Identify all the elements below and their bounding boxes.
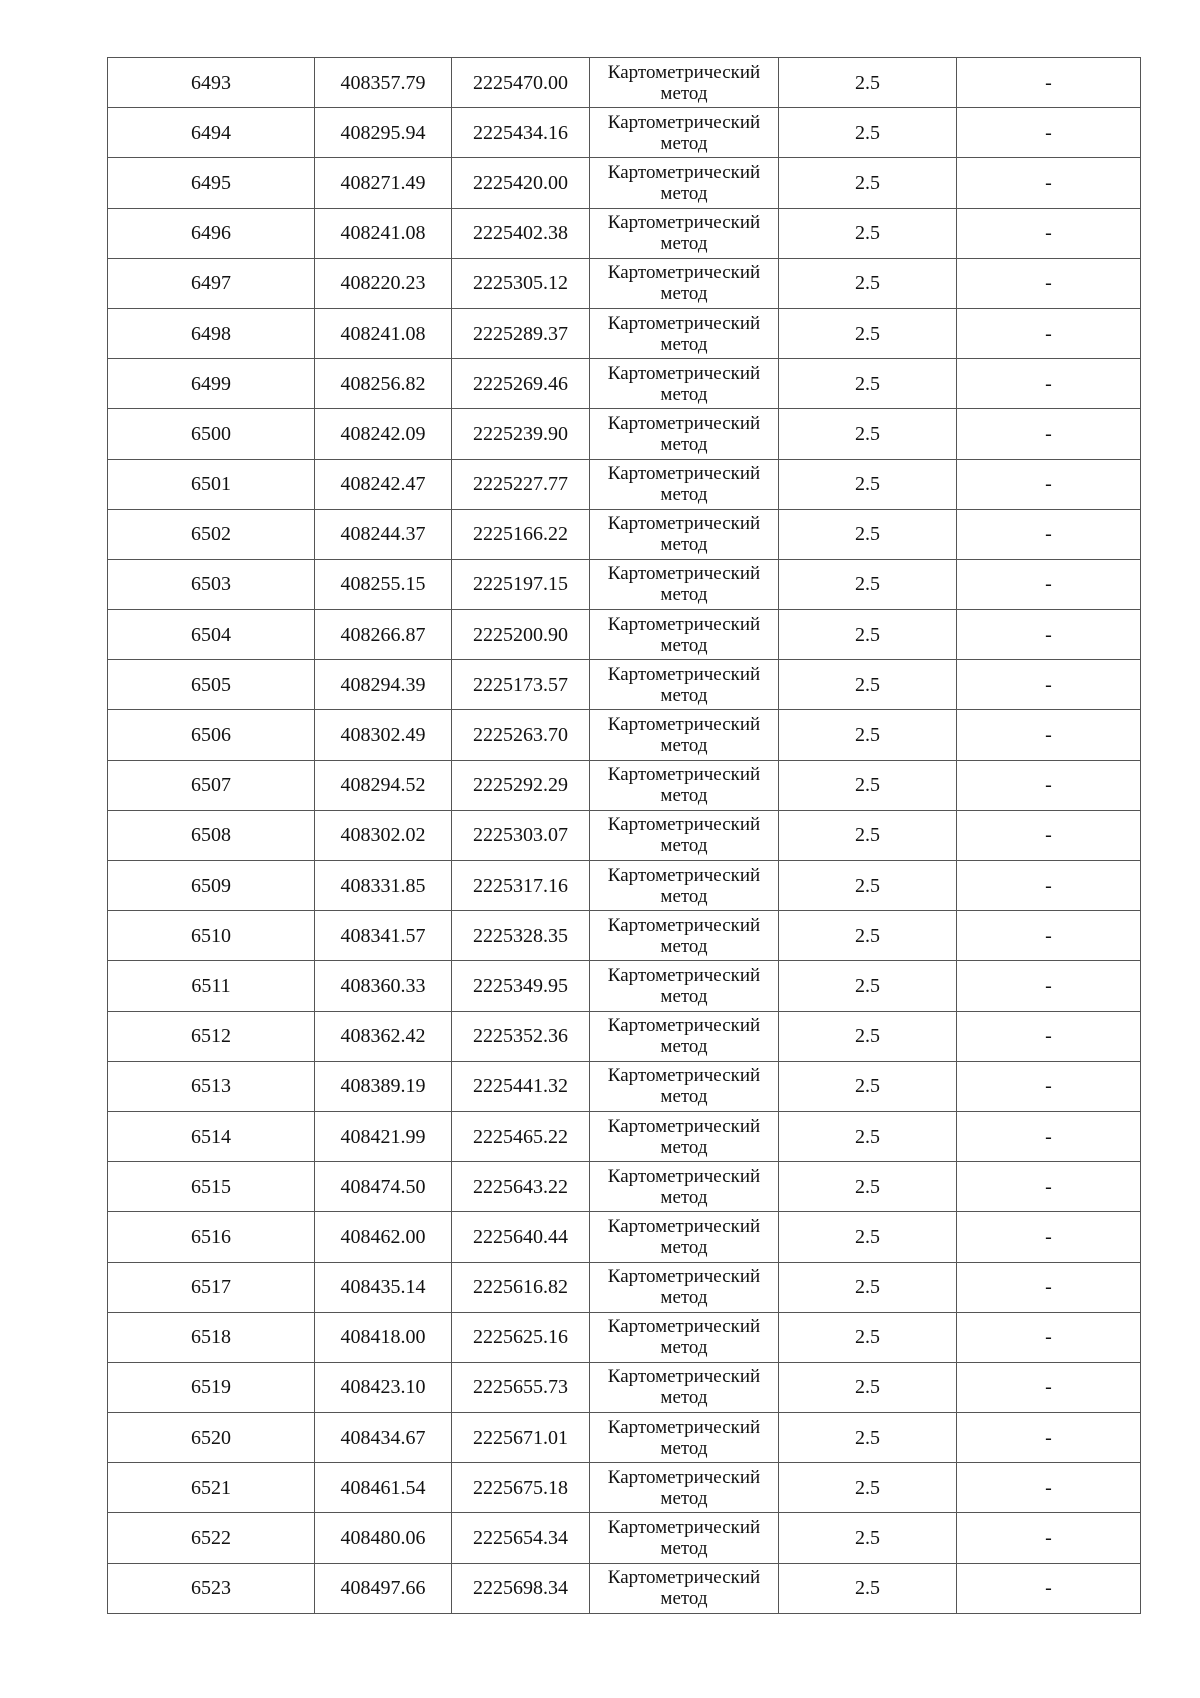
accuracy-cell: 2.5: [779, 810, 957, 860]
method-line-1: Картометрический: [607, 1517, 761, 1539]
x-coordinate-cell: 408241.08: [315, 208, 452, 258]
accuracy-cell: 2.5: [779, 911, 957, 961]
accuracy-cell: 2.5: [779, 459, 957, 509]
point-number-cell: 6513: [108, 1061, 315, 1111]
accuracy-cell: 2.5: [779, 760, 957, 810]
note-cell: -: [957, 961, 1141, 1011]
method-line-1: Картометрический: [607, 262, 761, 284]
method-cell: [590, 660, 779, 710]
x-coordinate-cell: 408461.54: [315, 1463, 452, 1513]
method-line-1: Картометрический: [607, 613, 761, 635]
x-coordinate-cell: 408418.00: [315, 1312, 452, 1362]
accuracy-cell: 2.5: [779, 208, 957, 258]
accuracy-cell: 2.5: [779, 861, 957, 911]
x-coordinate-cell: 408389.19: [315, 1061, 452, 1111]
table-row: [108, 409, 1141, 459]
note-cell: -: [957, 58, 1141, 108]
note-cell: -: [957, 1463, 1141, 1513]
point-number-cell: 6499: [108, 359, 315, 409]
table-row: [108, 1563, 1141, 1613]
accuracy-cell: 2.5: [779, 409, 957, 459]
y-coordinate-cell: 2225441.32: [452, 1061, 590, 1111]
method-line-2: метод: [660, 82, 708, 104]
method-cell: [590, 359, 779, 409]
method-cell: [590, 1312, 779, 1362]
y-coordinate-cell: 2225643.22: [452, 1162, 590, 1212]
x-coordinate-cell: 408423.10: [315, 1362, 452, 1412]
table-row: [108, 861, 1141, 911]
method-line-2: метод: [660, 1437, 708, 1459]
method-line-1: Картометрический: [607, 61, 761, 83]
y-coordinate-cell: 2225616.82: [452, 1262, 590, 1312]
y-coordinate-cell: 2225200.90: [452, 610, 590, 660]
method-line-1: Картометрический: [607, 914, 761, 936]
point-number-cell: 6501: [108, 459, 315, 509]
x-coordinate-cell: 408242.09: [315, 409, 452, 459]
method-line-2: метод: [660, 1186, 708, 1208]
table-row: [108, 810, 1141, 860]
point-number-cell: 6497: [108, 258, 315, 308]
accuracy-cell: 2.5: [779, 1111, 957, 1161]
method-cell: [590, 1463, 779, 1513]
table-row: [108, 760, 1141, 810]
note-cell: -: [957, 1362, 1141, 1412]
method-line-2: метод: [660, 1136, 708, 1158]
method-cell: [590, 258, 779, 308]
method-line-2: метод: [660, 1086, 708, 1108]
method-line-2: метод: [660, 283, 708, 305]
accuracy-cell: 2.5: [779, 710, 957, 760]
note-cell: -: [957, 208, 1141, 258]
note-cell: -: [957, 760, 1141, 810]
method-line-2: метод: [660, 1287, 708, 1309]
x-coordinate-cell: 408360.33: [315, 961, 452, 1011]
y-coordinate-cell: 2225640.44: [452, 1212, 590, 1262]
note-cell: -: [957, 308, 1141, 358]
method-line-1: Картометрический: [607, 1466, 761, 1488]
table-row: [108, 509, 1141, 559]
table-row: [108, 1463, 1141, 1513]
table-row: [108, 1011, 1141, 1061]
accuracy-cell: 2.5: [779, 58, 957, 108]
accuracy-cell: 2.5: [779, 610, 957, 660]
note-cell: -: [957, 861, 1141, 911]
point-number-cell: 6504: [108, 610, 315, 660]
table-row: [108, 1111, 1141, 1161]
point-number-cell: 6518: [108, 1312, 315, 1362]
accuracy-cell: 2.5: [779, 559, 957, 609]
method-line-2: метод: [660, 885, 708, 907]
x-coordinate-cell: 408435.14: [315, 1262, 452, 1312]
method-line-2: метод: [660, 1538, 708, 1560]
method-cell: [590, 1061, 779, 1111]
x-coordinate-cell: 408331.85: [315, 861, 452, 911]
method-line-1: Картометрический: [607, 212, 761, 234]
accuracy-cell: 2.5: [779, 1563, 957, 1613]
y-coordinate-cell: 2225349.95: [452, 961, 590, 1011]
method-cell: [590, 1162, 779, 1212]
method-line-2: метод: [660, 1487, 708, 1509]
point-number-cell: 6496: [108, 208, 315, 258]
y-coordinate-cell: 2225328.35: [452, 911, 590, 961]
y-coordinate-cell: 2225317.16: [452, 861, 590, 911]
note-cell: -: [957, 710, 1141, 760]
method-line-2: метод: [660, 433, 708, 455]
method-cell: [590, 1212, 779, 1262]
note-cell: -: [957, 359, 1141, 409]
method-line-1: Картометрический: [607, 1316, 761, 1338]
y-coordinate-cell: 2225420.00: [452, 158, 590, 208]
table-row: [108, 911, 1141, 961]
note-cell: -: [957, 1011, 1141, 1061]
accuracy-cell: 2.5: [779, 258, 957, 308]
accuracy-cell: 2.5: [779, 158, 957, 208]
y-coordinate-cell: 2225671.01: [452, 1413, 590, 1463]
method-line-1: Картометрический: [607, 312, 761, 334]
point-number-cell: 6510: [108, 911, 315, 961]
note-cell: -: [957, 409, 1141, 459]
method-line-1: Картометрический: [607, 563, 761, 585]
y-coordinate-cell: 2225289.37: [452, 308, 590, 358]
method-line-1: Картометрический: [607, 1366, 761, 1388]
y-coordinate-cell: 2225263.70: [452, 710, 590, 760]
x-coordinate-cell: 408341.57: [315, 911, 452, 961]
note-cell: -: [957, 1111, 1141, 1161]
method-cell: [590, 559, 779, 609]
y-coordinate-cell: 2225434.16: [452, 108, 590, 158]
point-number-cell: 6506: [108, 710, 315, 760]
y-coordinate-cell: 2225675.18: [452, 1463, 590, 1513]
y-coordinate-cell: 2225269.46: [452, 359, 590, 409]
x-coordinate-cell: 408242.47: [315, 459, 452, 509]
table-row: [108, 158, 1141, 208]
table-row: [108, 1212, 1141, 1262]
table-row: [108, 1162, 1141, 1212]
method-cell: [590, 961, 779, 1011]
note-cell: -: [957, 1312, 1141, 1362]
y-coordinate-cell: 2225303.07: [452, 810, 590, 860]
method-cell: [590, 58, 779, 108]
method-line-1: Картометрический: [607, 161, 761, 183]
method-cell: [590, 1111, 779, 1161]
x-coordinate-cell: 408497.66: [315, 1563, 452, 1613]
point-number-cell: 6516: [108, 1212, 315, 1262]
accuracy-cell: 2.5: [779, 1413, 957, 1463]
method-line-2: метод: [660, 383, 708, 405]
table-row: [108, 710, 1141, 760]
accuracy-cell: 2.5: [779, 660, 957, 710]
note-cell: -: [957, 810, 1141, 860]
method-line-2: метод: [660, 1588, 708, 1610]
x-coordinate-cell: 408434.67: [315, 1413, 452, 1463]
y-coordinate-cell: 2225465.22: [452, 1111, 590, 1161]
table-row: [108, 1312, 1141, 1362]
table-row: [108, 1362, 1141, 1412]
y-coordinate-cell: 2225654.34: [452, 1513, 590, 1563]
method-line-2: метод: [660, 985, 708, 1007]
accuracy-cell: 2.5: [779, 961, 957, 1011]
method-line-1: Картометрический: [607, 412, 761, 434]
accuracy-cell: 2.5: [779, 509, 957, 559]
y-coordinate-cell: 2225239.90: [452, 409, 590, 459]
method-line-2: метод: [660, 935, 708, 957]
point-number-cell: 6503: [108, 559, 315, 609]
x-coordinate-cell: 408474.50: [315, 1162, 452, 1212]
y-coordinate-cell: 2225197.15: [452, 559, 590, 609]
method-line-2: метод: [660, 835, 708, 857]
table-row: [108, 961, 1141, 1011]
note-cell: -: [957, 610, 1141, 660]
note-cell: -: [957, 509, 1141, 559]
table-row: [108, 1413, 1141, 1463]
method-cell: [590, 108, 779, 158]
table-row: [108, 308, 1141, 358]
method-cell: [590, 158, 779, 208]
method-line-1: Картометрический: [607, 1215, 761, 1237]
note-cell: -: [957, 911, 1141, 961]
x-coordinate-cell: 408294.52: [315, 760, 452, 810]
x-coordinate-cell: 408362.42: [315, 1011, 452, 1061]
method-cell: [590, 208, 779, 258]
point-number-cell: 6500: [108, 409, 315, 459]
y-coordinate-cell: 2225402.38: [452, 208, 590, 258]
point-number-cell: 6521: [108, 1463, 315, 1513]
table-row: [108, 610, 1141, 660]
method-line-1: Картометрический: [607, 714, 761, 736]
method-line-2: метод: [660, 1236, 708, 1258]
method-cell: [590, 710, 779, 760]
accuracy-cell: 2.5: [779, 1061, 957, 1111]
method-cell: [590, 409, 779, 459]
note-cell: -: [957, 1162, 1141, 1212]
y-coordinate-cell: 2225698.34: [452, 1563, 590, 1613]
method-cell: [590, 459, 779, 509]
point-number-cell: 6520: [108, 1413, 315, 1463]
accuracy-cell: 2.5: [779, 308, 957, 358]
method-cell: [590, 1262, 779, 1312]
x-coordinate-cell: 408357.79: [315, 58, 452, 108]
x-coordinate-cell: 408271.49: [315, 158, 452, 208]
method-line-2: метод: [660, 1387, 708, 1409]
method-line-1: Картометрический: [607, 964, 761, 986]
y-coordinate-cell: 2225655.73: [452, 1362, 590, 1412]
note-cell: -: [957, 1563, 1141, 1613]
note-cell: -: [957, 1061, 1141, 1111]
point-number-cell: 6508: [108, 810, 315, 860]
method-line-2: метод: [660, 132, 708, 154]
y-coordinate-cell: 2225166.22: [452, 509, 590, 559]
x-coordinate-cell: 408244.37: [315, 509, 452, 559]
note-cell: -: [957, 1212, 1141, 1262]
method-cell: [590, 1513, 779, 1563]
table-row: [108, 208, 1141, 258]
table-row: [108, 459, 1141, 509]
note-cell: -: [957, 1262, 1141, 1312]
point-number-cell: 6502: [108, 509, 315, 559]
note-cell: -: [957, 660, 1141, 710]
note-cell: -: [957, 258, 1141, 308]
point-number-cell: 6498: [108, 308, 315, 358]
method-line-1: Картометрический: [607, 1015, 761, 1037]
method-line-1: Картометрический: [607, 1165, 761, 1187]
x-coordinate-cell: 408266.87: [315, 610, 452, 660]
x-coordinate-cell: 408241.08: [315, 308, 452, 358]
method-cell: [590, 509, 779, 559]
point-number-cell: 6523: [108, 1563, 315, 1613]
coordinates-table: [107, 57, 1141, 1614]
method-cell: [590, 1563, 779, 1613]
point-number-cell: 6505: [108, 660, 315, 710]
method-line-1: Картометрический: [607, 463, 761, 485]
table-row: [108, 660, 1141, 710]
y-coordinate-cell: 2225227.77: [452, 459, 590, 509]
method-line-1: Картометрический: [607, 1567, 761, 1589]
method-line-1: Картометрический: [607, 1416, 761, 1438]
method-line-1: Картометрический: [607, 1115, 761, 1137]
method-line-1: Картометрический: [607, 362, 761, 384]
point-number-cell: 6494: [108, 108, 315, 158]
table-row: [108, 1061, 1141, 1111]
x-coordinate-cell: 408302.02: [315, 810, 452, 860]
method-line-2: метод: [660, 233, 708, 255]
method-line-2: метод: [660, 735, 708, 757]
method-line-1: Картометрический: [607, 513, 761, 535]
point-number-cell: 6522: [108, 1513, 315, 1563]
accuracy-cell: 2.5: [779, 1463, 957, 1513]
note-cell: -: [957, 1413, 1141, 1463]
method-cell: [590, 911, 779, 961]
method-cell: [590, 1011, 779, 1061]
method-line-2: метод: [660, 1036, 708, 1058]
method-line-1: Картометрический: [607, 1266, 761, 1288]
x-coordinate-cell: 408480.06: [315, 1513, 452, 1563]
table-row: [108, 58, 1141, 108]
point-number-cell: 6493: [108, 58, 315, 108]
point-number-cell: 6515: [108, 1162, 315, 1212]
accuracy-cell: 2.5: [779, 359, 957, 409]
point-number-cell: 6517: [108, 1262, 315, 1312]
accuracy-cell: 2.5: [779, 1312, 957, 1362]
method-cell: [590, 760, 779, 810]
method-cell: [590, 1362, 779, 1412]
x-coordinate-cell: 408421.99: [315, 1111, 452, 1161]
method-line-1: Картометрический: [607, 111, 761, 133]
note-cell: -: [957, 158, 1141, 208]
method-line-1: Картометрический: [607, 1065, 761, 1087]
method-line-2: метод: [660, 534, 708, 556]
accuracy-cell: 2.5: [779, 108, 957, 158]
table-body: [108, 58, 1141, 1614]
y-coordinate-cell: 2225305.12: [452, 258, 590, 308]
x-coordinate-cell: 408255.15: [315, 559, 452, 609]
method-line-2: метод: [660, 484, 708, 506]
method-line-2: метод: [660, 684, 708, 706]
method-cell: [590, 861, 779, 911]
x-coordinate-cell: 408256.82: [315, 359, 452, 409]
accuracy-cell: 2.5: [779, 1262, 957, 1312]
note-cell: -: [957, 1513, 1141, 1563]
table-row: [108, 359, 1141, 409]
point-number-cell: 6509: [108, 861, 315, 911]
y-coordinate-cell: 2225470.00: [452, 58, 590, 108]
method-cell: [590, 810, 779, 860]
method-line-1: Картометрический: [607, 814, 761, 836]
method-line-1: Картометрический: [607, 663, 761, 685]
note-cell: -: [957, 459, 1141, 509]
table-row: [108, 108, 1141, 158]
accuracy-cell: 2.5: [779, 1011, 957, 1061]
accuracy-cell: 2.5: [779, 1162, 957, 1212]
y-coordinate-cell: 2225173.57: [452, 660, 590, 710]
x-coordinate-cell: 408462.00: [315, 1212, 452, 1262]
note-cell: -: [957, 108, 1141, 158]
point-number-cell: 6519: [108, 1362, 315, 1412]
y-coordinate-cell: 2225292.29: [452, 760, 590, 810]
x-coordinate-cell: 408294.39: [315, 660, 452, 710]
x-coordinate-cell: 408220.23: [315, 258, 452, 308]
point-number-cell: 6514: [108, 1111, 315, 1161]
method-line-2: метод: [660, 182, 708, 204]
method-line-2: метод: [660, 584, 708, 606]
table-row: [108, 1262, 1141, 1312]
point-number-cell: 6511: [108, 961, 315, 1011]
method-line-2: метод: [660, 333, 708, 355]
note-cell: -: [957, 559, 1141, 609]
method-line-1: Картометрический: [607, 764, 761, 786]
accuracy-cell: 2.5: [779, 1212, 957, 1262]
table-row: [108, 1513, 1141, 1563]
table-row: [108, 258, 1141, 308]
point-number-cell: 6507: [108, 760, 315, 810]
method-cell: [590, 610, 779, 660]
accuracy-cell: 2.5: [779, 1362, 957, 1412]
accuracy-cell: 2.5: [779, 1513, 957, 1563]
x-coordinate-cell: 408302.49: [315, 710, 452, 760]
y-coordinate-cell: 2225352.36: [452, 1011, 590, 1061]
method-line-1: Картометрический: [607, 864, 761, 886]
method-cell: [590, 1413, 779, 1463]
point-number-cell: 6495: [108, 158, 315, 208]
y-coordinate-cell: 2225625.16: [452, 1312, 590, 1362]
x-coordinate-cell: 408295.94: [315, 108, 452, 158]
method-line-2: метод: [660, 785, 708, 807]
method-line-2: метод: [660, 1337, 708, 1359]
table-row: [108, 559, 1141, 609]
point-number-cell: 6512: [108, 1011, 315, 1061]
method-cell: [590, 308, 779, 358]
method-line-2: метод: [660, 634, 708, 656]
